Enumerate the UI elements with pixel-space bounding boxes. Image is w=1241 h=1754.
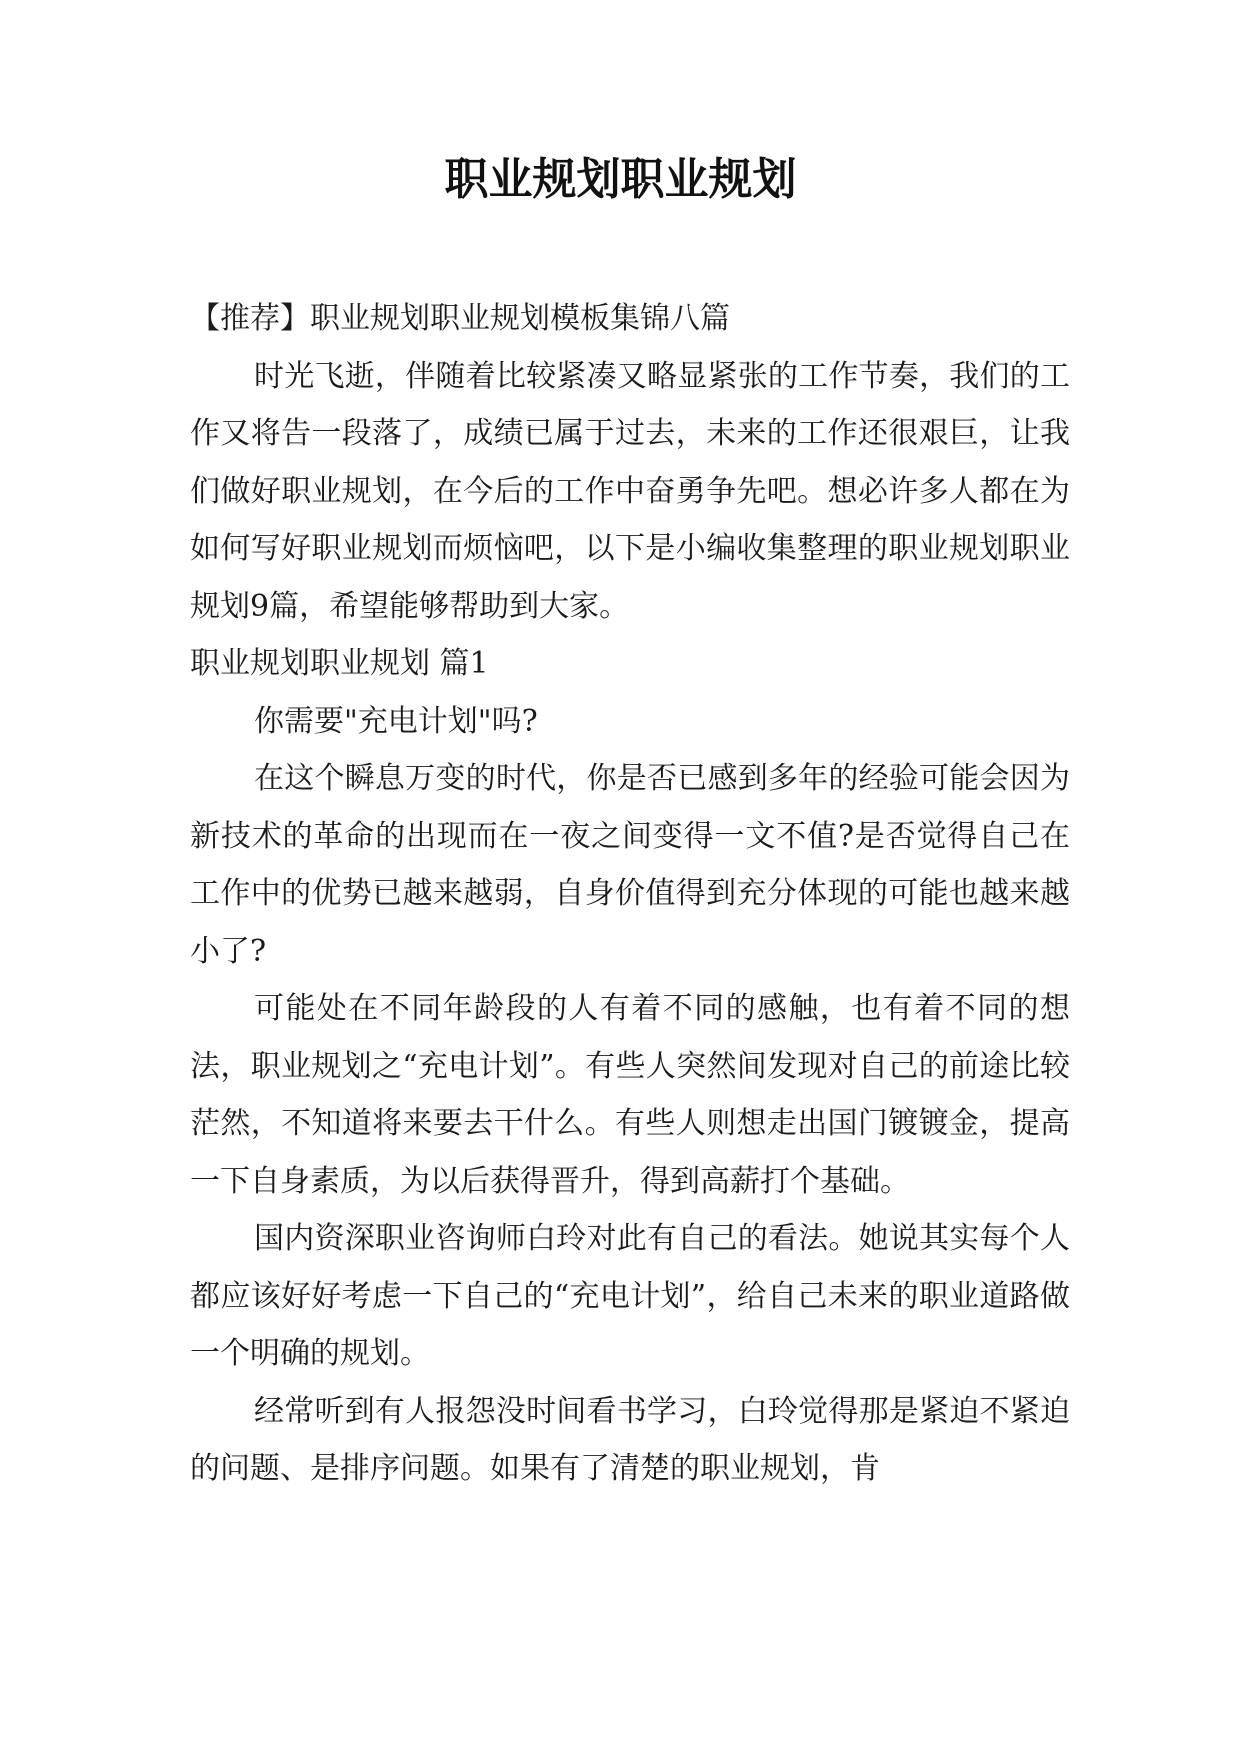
paragraph: 国内资深职业咨询师白玲对此有自己的看法。她说其实每个人都应该好好考虑一下自己的“充电计划”，给自己未来的职业道路做一个明确的规划。 — [190, 1221, 1070, 1371]
document-body — [190, 290, 1070, 1498]
paragraph: 你需要"充电计划"吗? — [254, 703, 538, 739]
document-title: 职业规划职业规划 — [444, 154, 797, 205]
paragraph: 在这个瞬息万变的时代，你是否已感到多年的经验可能会因为新技术的革命的出现而在一夜之间变得一文不值?是否觉得自己在工作中的优势已越来越弱，自身价值得到充分体现的可能也越来越小了? — [190, 761, 1070, 969]
paragraph: 时光飞逝，伴随着比较紧凑又略显紧张的工作节奏，我们的工作又将告一段落了，成绩已属于过去，未来的工作还很艰巨，让我们做好职业规划，在今后的工作中奋勇争先吧。想必许多人都在为如何写好职业规划而烦恼吧，以下是小编收集整理的职业规划职业规划9篇，希望能够帮助到大家。 — [190, 358, 1070, 624]
paragraph: 可能处在不同年龄段的人有着不同的感触，也有着不同的想法，职业规划之“充电计划”。有些人突然间发现对自己的前途比较茫然，不知道将来要去干什么。有些人则想走出国门镀镀金，提高一下自身素质，为以后获得晋升，得到高薪打个基础。 — [190, 991, 1070, 1199]
paragraph-intro: 【推荐】职业规划职业规划模板集锦八篇 — [190, 301, 730, 336]
paragraph: 经常听到有人报怨没时间看书学习，白玲觉得那是紧迫不紧迫的问题、是排序问题。如果有了清楚的职业规划，肯 — [190, 1393, 1070, 1486]
section-heading: 职业规划职业规划 篇1 — [190, 646, 489, 681]
